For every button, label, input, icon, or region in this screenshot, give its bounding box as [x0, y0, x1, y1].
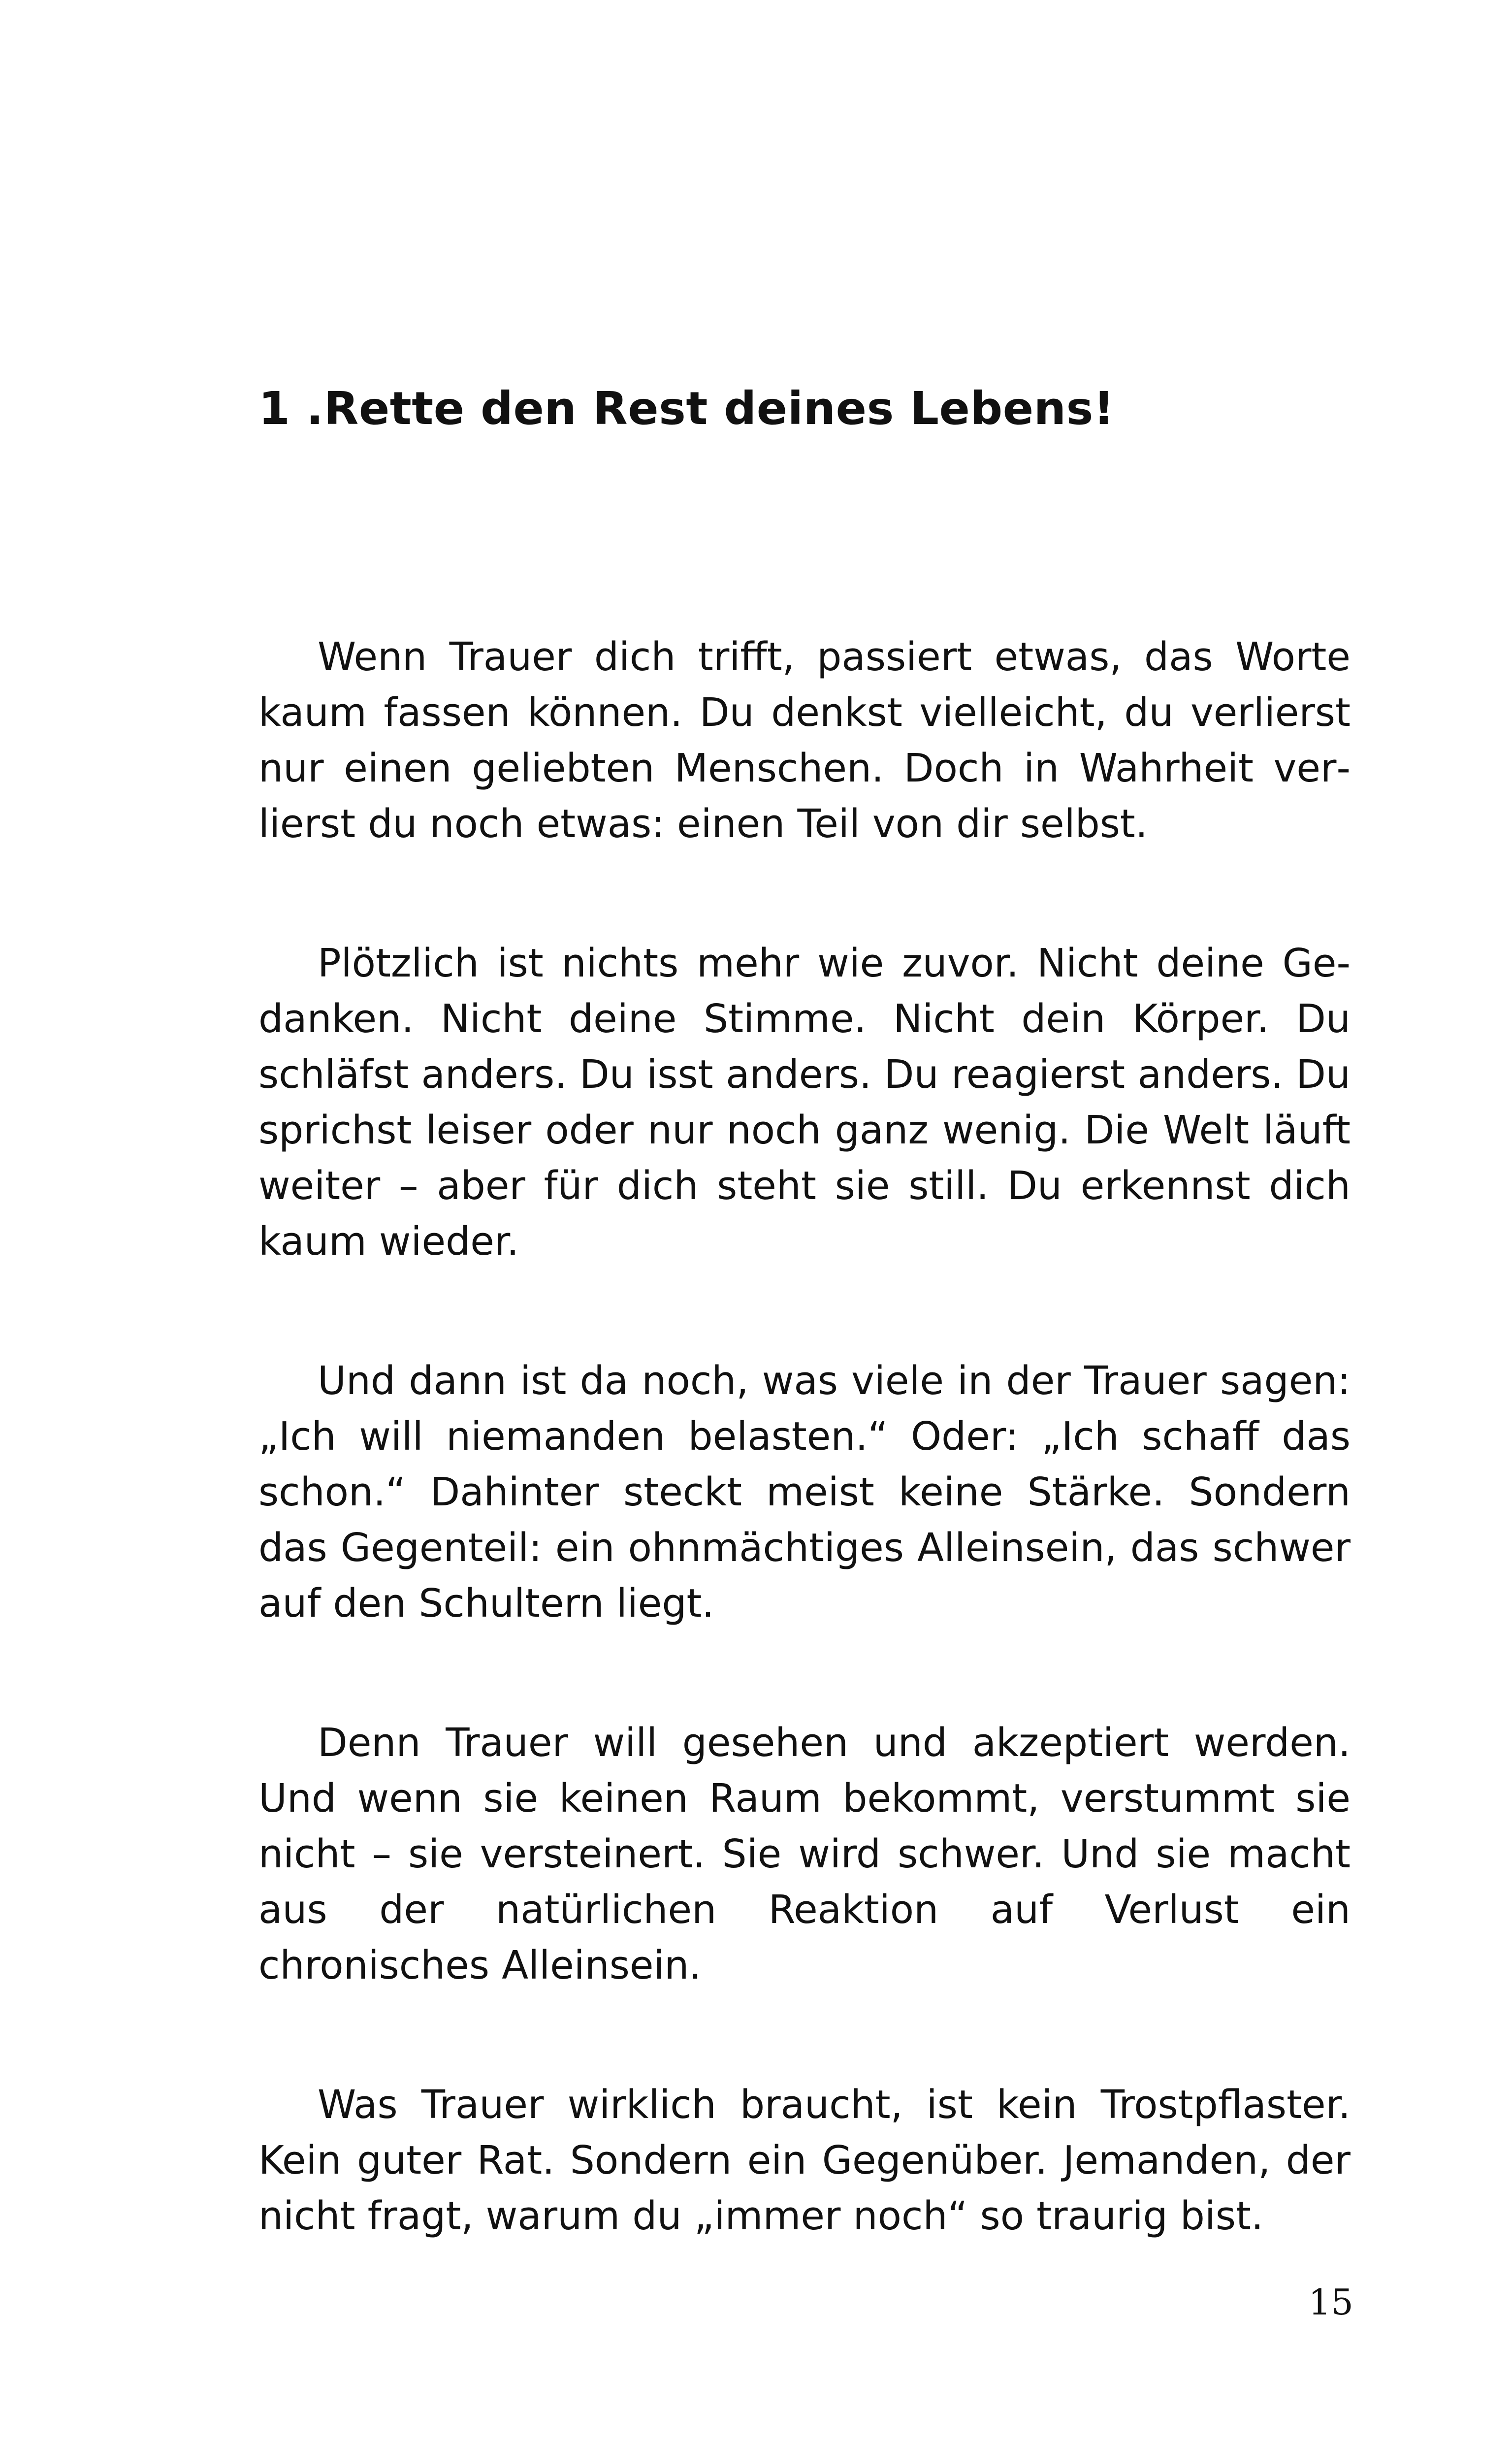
paragraph-5: Was Trauer wirklich braucht, ist kein Trostpflaster. Kein guter Rat. Sondern ein Gegenüber. Jemanden, der nicht fragt, warum du „immer noch“ so traurig bist.	[258, 2082, 1351, 2239]
page-number: 15	[1308, 2281, 1353, 2323]
paragraph-1: Wenn Trauer dich trifft, passiert etwas, das Worte kaum fassen können. Du denkst vielleicht, du verlierst nur einen geliebten Menschen. Doch in Wahrheit verlierst du noch etwas: einen Teil von dir selbst.	[258, 634, 1351, 847]
paragraph-3: Und dann ist da noch, was viele in der Trauer sagen: „Ich will niemanden belasten.“ Oder: „Ich schaff das schon.“ Dahinter steckt meist keine Stärke. Sondern das Gegenteil: ein ohnmächtiges Alleinsein, das schwer auf den Schultern liegt.	[258, 1358, 1351, 1626]
paragraph-2: Plötzlich ist nichts mehr wie zuvor. Nicht deine Gedanken. Nicht deine Stimme. Nicht dein Körper. Du schläfst anders. Du isst anders. Du reagierst anders. Du sprichst leiser oder nur noch ganz wenig. Die Welt läuft weiter – aber für dich steht sie still. Du erkennst dich kaum wieder.	[258, 941, 1351, 1264]
paragraph-4: Denn Trauer will gesehen und akzeptiert werden. Und wenn sie keinen Raum bekommt, verstummt sie nicht – sie versteinert. Sie wird schwer. Und sie macht aus der natürlichen Reaktion auf Verlust ein chronisches Alleinsein.	[258, 1720, 1351, 1988]
chapter-body	[258, 629, 1351, 2328]
chapter-title: 1 .Rette den Rest deines Lebens!	[258, 382, 1115, 435]
